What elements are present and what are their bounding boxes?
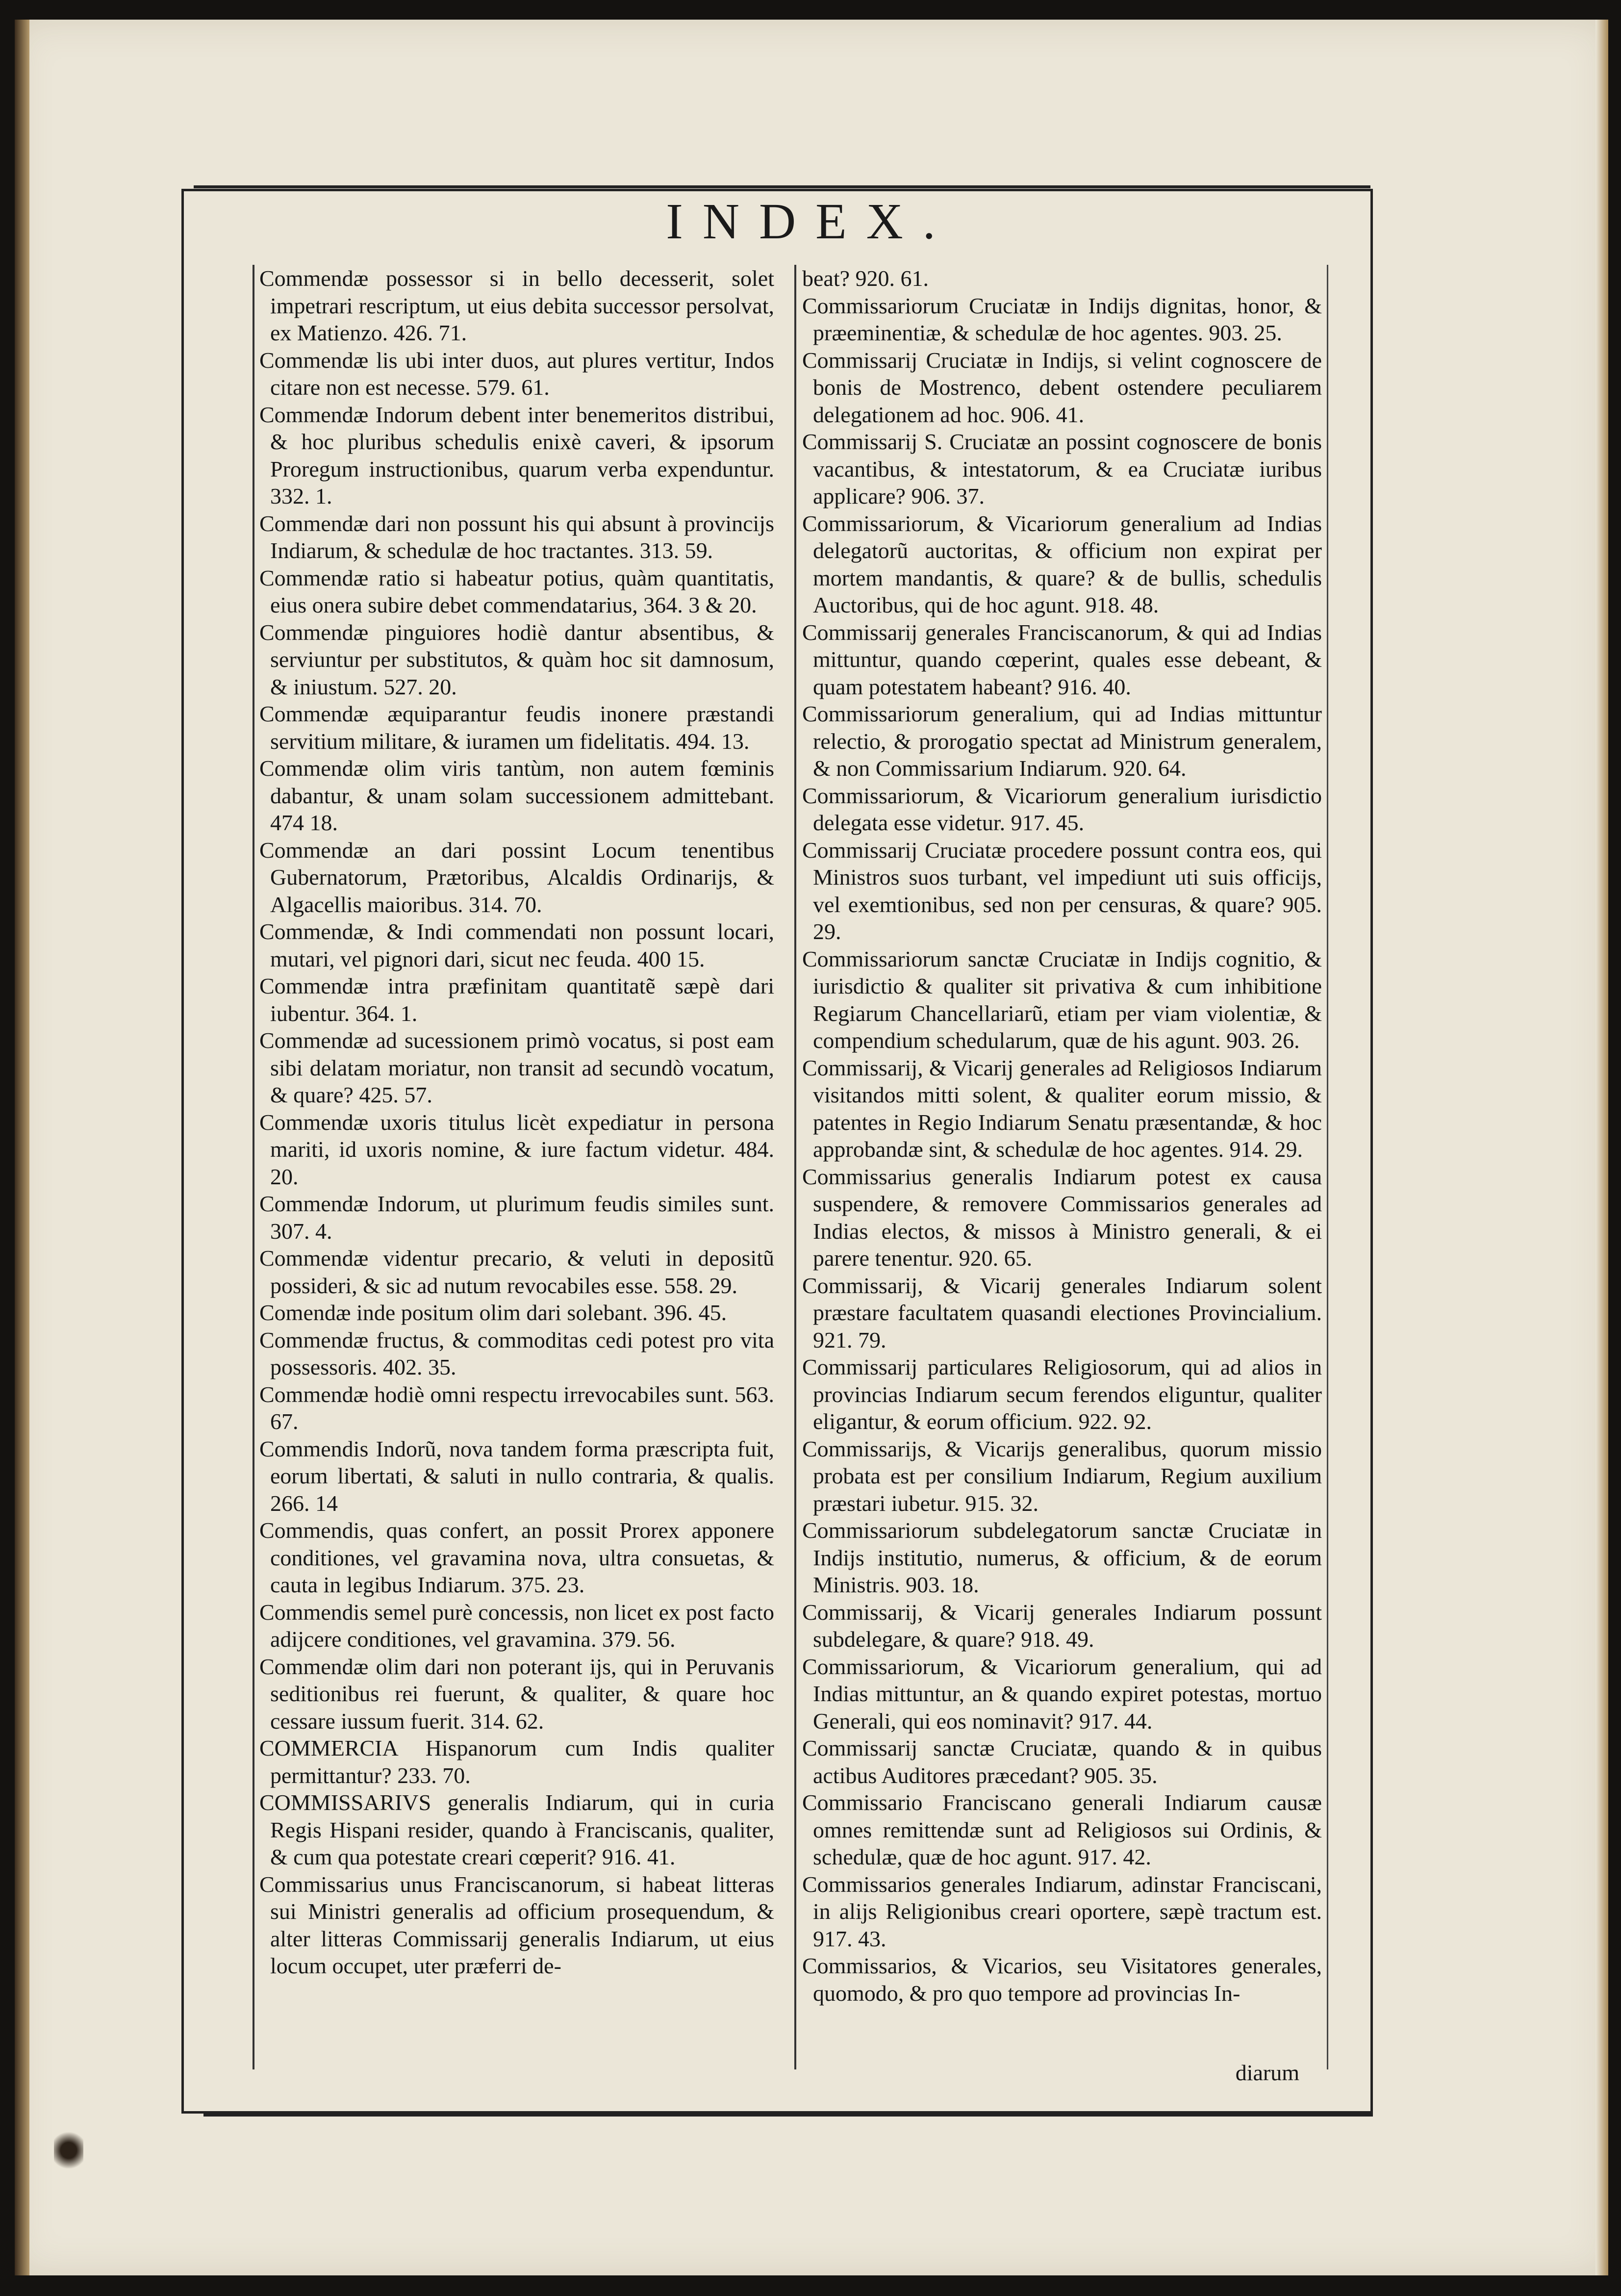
index-entry: beat? 920. 61. xyxy=(802,266,929,291)
index-entry: Commendæ æquiparantur feudis inonere præstandi servitium militare, & iuramen um fidelitatis. 494. 13. xyxy=(259,701,774,754)
index-entry: Commendæ possessor si in bello decesserit, solet impetrari rescriptum, ut eius debita successor persolvat, ex Matienzo. 426. 71. xyxy=(259,266,774,345)
index-entry: Commendæ dari non possunt his qui absunt à provincijs Indiarum, & schedulæ de hoc tractantes. 313. 59. xyxy=(259,510,774,563)
index-entry: Commendæ an dari possint Locum tenentibus Gubernatorum, Prætoribus, Alcaldis Ordinarijs, & Algacellis maioribus. 314. 70. xyxy=(259,837,774,917)
index-entry: Commendis Indorũ, nova tandem forma præscripta fuit, eorum libertati, & saluti in nullo contraria, & qualis. 266. 14 xyxy=(259,1436,774,1516)
index-entry: Commissario Franciscano generali Indiarum causæ omnes remittendæ sunt ad Religiosos sui Ordinis, & schedulæ, quæ de hoc agunt. 917. 42. xyxy=(802,1790,1322,1869)
index-entry: Commissariorum, & Vicariorum generalium, qui ad Indias mittuntur, an & quando expiret potestas, mortuo Generali, qui eos nominavit? 917. 44. xyxy=(802,1654,1322,1734)
index-entry: Commissariorum, & Vicariorum generalium ad Indias delegatorũ auctoritas, & officium non expirat per mortem mandantis, & quare? & de bullis, schedulis Auctoribus, qui de hoc agunt. 918. 48. xyxy=(802,510,1322,617)
index-entry: Commissarij, & Vicarij generales Indiarum possunt subdelegare, & quare? 918. 49. xyxy=(802,1599,1322,1652)
index-column-left xyxy=(253,265,774,2069)
index-entry: Commissariorum subdelegatorum sanctæ Cruciatæ in Indijs institutio, numerus, & officium, & de eorum Ministris. 903. 18. xyxy=(802,1518,1322,1597)
index-entry: Commissarij S. Cruciatæ an possint cognoscere de bonis vacantibus, & intestatorum, & ea Cruciatæ iuribus applicare? 906. 37. xyxy=(802,429,1322,509)
index-entry: Commissarij sanctæ Cruciatæ, quando & in quibus actibus Auditores præcedant? 905. 35. xyxy=(802,1735,1322,1788)
index-entry: Commissarij Cruciatæ procedere possunt contra eos, qui Ministros suos turbant, vel impediunt uti suis officijs, vel exemtionibus, sed non per censuras, & quare? 905. 29. xyxy=(802,837,1322,944)
top-rule xyxy=(194,185,1370,188)
index-entry: Commissarios generales Indiarum, adinstar Franciscani, in alijs Religionibus creari oportere, sæpè tractum est. 917. 43. xyxy=(802,1871,1322,1951)
index-entry: Commissariorum generalium, qui ad Indias mittuntur relectio, & prorogatio spectat ad Ministrum generalem, & non Commissarium Indiarum. 920. 64. xyxy=(802,701,1322,781)
index-entry: Commissarij, & Vicarij generales ad Religiosos Indiarum visitandos mitti solent, & qualiter eorum missio, & patentes in Regio Indiarum Senatu præsentandæ, & hoc approbandæ sint, & schedulæ de hoc agentes. 914. 29. xyxy=(802,1055,1322,1162)
index-column-right xyxy=(794,265,1328,2069)
binding-edge xyxy=(15,20,29,2275)
index-entry: Commendis semel purè concessis, non licet ex post facto adijcere conditiones, vel gravamina. 379. 56. xyxy=(259,1599,774,1652)
index-entry: Commissariorum, & Vicariorum generalium iurisdictio delegata esse videtur. 917. 45. xyxy=(802,783,1322,835)
index-entry: Commendæ uxoris titulus licèt expediatur in persona mariti, id uxoris nomine, & iure factum videtur. 484. 20. xyxy=(259,1109,774,1189)
index-entry: Commendæ fructus, & commoditas cedi potest pro vita possessoris. 402. 35. xyxy=(259,1327,774,1379)
index-entry: Commissarij Cruciatæ in Indijs, si velint cognoscere de bonis de Mostrenco, debent ostendere peculiarem delegationem ad hoc. 906. 41. xyxy=(802,347,1322,427)
index-entry: Commendæ olim viris tantùm, non autem fœminis dabantur, & unam solam successionem admittebant. 474 18. xyxy=(259,756,774,835)
index-entry: Comendæ inde positum olim dari solebant. 396. 45. xyxy=(259,1300,727,1325)
index-entry: Commissarius unus Franciscanorum, si habeat litteras sui Ministri generalis ad officium prosequendum, & alter litteras Commissarij generalis Indiarum, ut eius locum occupet, uter præferri de- xyxy=(259,1871,774,1978)
index-entry: Commendis, quas confert, an possit Prorex apponere conditiones, vel gravamina nova, ultra consuetas, & cauta in legibus Indiarum. 375. 23. xyxy=(259,1518,774,1597)
index-entry: Commendæ Indorum debent inter benemeritos distribui, & hoc pluribus schedulis enixè caveri, & ipsorum Proregum instructionibus, quarum verba expenduntur. 332. 1. xyxy=(259,402,774,509)
index-entry: COMMISSARIVS generalis Indiarum, qui in curia Regis Hispani resider, quando à Franciscanis, qualiter, & cum qua potestate creari cœperit? 916. 41. xyxy=(259,1790,774,1869)
page-title: INDEX. xyxy=(666,193,955,250)
index-entry: Commendæ intra præfinitam quantitatẽ sæpè dari iubentur. 364. 1. xyxy=(259,973,774,1026)
index-entry: Commissarijs, & Vicarijs generalibus, quorum missio probata est per consilium Indiarum, Regium auxilium præstari iubetur. 915. 32. xyxy=(802,1436,1322,1516)
index-entry: Commendæ ad sucessionem primò vocatus, si post eam sibi delatam moriatur, non transit ad secundò vocatum, & quare? 425. 57. xyxy=(259,1028,774,1107)
index-entry: Commissarius generalis Indiarum potest ex causa suspendere, & removere Commissarios generales ad Indias electos, & missos à Ministro generali, & ei parere tenentur. 920. 65. xyxy=(802,1164,1322,1271)
index-entry: Commendæ ratio si habeatur potius, quàm quantitatis, eius onera subire debet commendatarius, 364. 3 & 20. xyxy=(259,565,774,617)
index-entry: Commissarij particulares Religiosorum, qui ad alios in provincias Indiarum secum ferendos eliguntur, qualiter eligantur, & eorum officium. 922. 92. xyxy=(802,1354,1322,1434)
catchword: diarum xyxy=(1235,2060,1299,2085)
index-entry: Commendæ videntur precario, & veluti in depositũ possideri, & sic ad nutum revocabiles esse. 558. 29. xyxy=(259,1246,774,1298)
index-entry: Commendæ pinguiores hodiè dantur absentibus, & serviuntur per substitutos, & quàm hoc sit damnosum, & iniustum. 527. 20. xyxy=(259,619,774,699)
bottom-rule xyxy=(203,2114,1373,2117)
index-entry: COMMERCIA Hispanorum cum Indis qualiter permittantur? 233. 70. xyxy=(259,1735,774,1788)
index-entry: Commissariorum sanctæ Cruciatæ in Indijs cognitio, & iurisdictio & qualiter sit privativa & cum inhibitione Regiarum Chancellariarũ, etiam per viam violentiæ, & compendium schedularum, quæ de his agunt. 903. 26. xyxy=(802,946,1322,1053)
index-entry: Commissarios, & Vicarios, seu Visitatores generales, quomodo, & pro quo tempore ad provincias In- xyxy=(802,1953,1322,2006)
index-entry: Commendæ, & Indi commendati non possunt locari, mutari, vel pignori dari, sicut nec feuda. 400 15. xyxy=(259,919,774,971)
index-entry: Commissarij, & Vicarij generales Indiarum solent præstare facultatem quasandi electiones Provincialium. 921. 79. xyxy=(802,1273,1322,1352)
index-entry: Commissarij generales Franciscanorum, & qui ad Indias mittuntur, quando cœperint, quales esse debeant, & quam potestatem habeant? 916. 40. xyxy=(802,619,1322,699)
index-entry: Commendæ Indorum, ut plurimum feudis similes sunt. 307. 4. xyxy=(259,1191,774,1244)
page-edge xyxy=(1596,20,1608,2275)
index-entry: Commendæ lis ubi inter duos, aut plures vertitur, Indos citare non est necesse. 579. 61. xyxy=(259,347,774,400)
index-entry: Commendæ hodiè omni respectu irrevocabiles sunt. 563. 67. xyxy=(259,1381,774,1434)
index-entry: Commissariorum Cruciatæ in Indijs dignitas, honor, & præeminentiæ, & schedulæ de hoc agentes. 903. 25. xyxy=(802,293,1322,345)
ink-stain xyxy=(54,2128,83,2172)
index-entry: Commendæ olim dari non poterant ijs, qui in Peruvanis seditionibus rei fuerunt, & qualiter, & quare hoc cessare iussum fuerit. 314. 62. xyxy=(259,1654,774,1734)
